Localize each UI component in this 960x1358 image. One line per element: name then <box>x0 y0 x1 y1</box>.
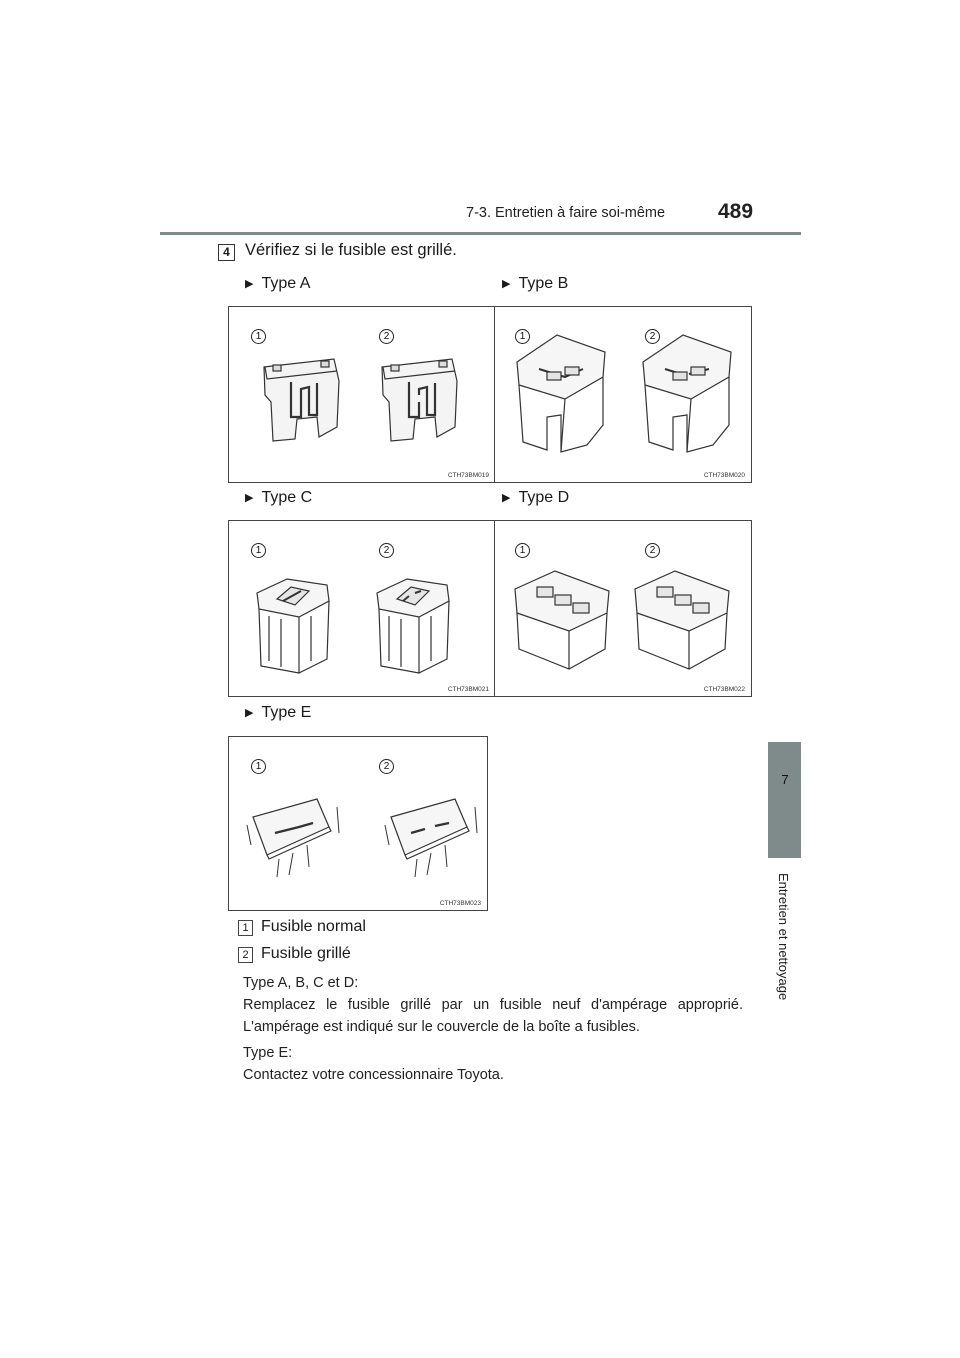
callout-2: 2 <box>379 329 394 344</box>
triangle-bullet-icon: ▶ <box>502 278 511 290</box>
type-d-label: ▶ Type D <box>502 489 570 506</box>
note-e-line: Contactez votre concessionnaire Toyota. <box>243 1067 504 1083</box>
type-b-label: ▶ Type B <box>502 275 569 292</box>
type-e-label: ▶ Type E <box>245 704 312 721</box>
triangle-bullet-icon: ▶ <box>245 707 254 719</box>
figure-code: CTH73BM020 <box>703 472 745 479</box>
callout-1: 1 <box>515 543 530 558</box>
cartridge-fuse-illustration <box>495 307 751 482</box>
page-number: 489 <box>718 200 754 223</box>
chapter-label: Entretien et nettoyage <box>776 873 791 1001</box>
figure-type-c <box>228 520 496 697</box>
figure-code: CTH73BM023 <box>439 900 481 907</box>
figure-code: CTH73BM022 <box>703 686 745 693</box>
type-c-label: ▶ Type C <box>245 489 313 506</box>
legend-marker-1: 1 <box>238 920 253 936</box>
figure-type-a <box>228 306 496 483</box>
step-number: 4 <box>218 244 235 261</box>
legend-marker-2: 2 <box>238 947 253 963</box>
figure-code: CTH73BM019 <box>447 472 489 479</box>
figure-code: CTH73BM021 <box>447 686 489 693</box>
callout-1: 1 <box>251 543 266 558</box>
callout-1: 1 <box>251 759 266 774</box>
callout-2: 2 <box>645 543 660 558</box>
note-e-title: Type E: <box>243 1045 293 1061</box>
section-title: 7-3. Entretien à faire soi-même <box>466 205 666 221</box>
flat-fuse-illustration <box>229 737 487 910</box>
multi-fuse-illustration <box>495 521 751 696</box>
callout-2: 2 <box>645 329 660 344</box>
note-abcd-line1: Remplacez le fusible grillé par un fusible neuf d'ampérage approprié. <box>243 997 743 1013</box>
legend-normal-fuse: Fusible normal <box>261 918 366 935</box>
callout-1: 1 <box>251 329 266 344</box>
triangle-bullet-icon: ▶ <box>245 278 254 290</box>
type-a-label: ▶ Type A <box>245 275 311 292</box>
figure-type-b <box>494 306 752 483</box>
callout-2: 2 <box>379 543 394 558</box>
chapter-tab <box>768 742 801 858</box>
triangle-bullet-icon: ▶ <box>245 492 254 504</box>
triangle-bullet-icon: ▶ <box>502 492 511 504</box>
legend-blown-fuse: Fusible grillé <box>261 945 351 962</box>
callout-2: 2 <box>379 759 394 774</box>
note-abcd-title: Type A, B, C et D: <box>243 975 359 991</box>
cube-fuse-illustration <box>229 521 495 696</box>
header-divider <box>160 232 801 235</box>
chapter-number: 7 <box>781 772 789 787</box>
step-instruction: Vérifiez si le fusible est grillé. <box>245 241 457 259</box>
blade-fuse-illustration <box>229 307 495 482</box>
callout-1: 1 <box>515 329 530 344</box>
figure-type-e <box>228 736 488 911</box>
note-abcd-line2: L'ampérage est indiqué sur le couvercle de la boîte a fusibles. <box>243 1019 640 1035</box>
figure-type-d <box>494 520 752 697</box>
